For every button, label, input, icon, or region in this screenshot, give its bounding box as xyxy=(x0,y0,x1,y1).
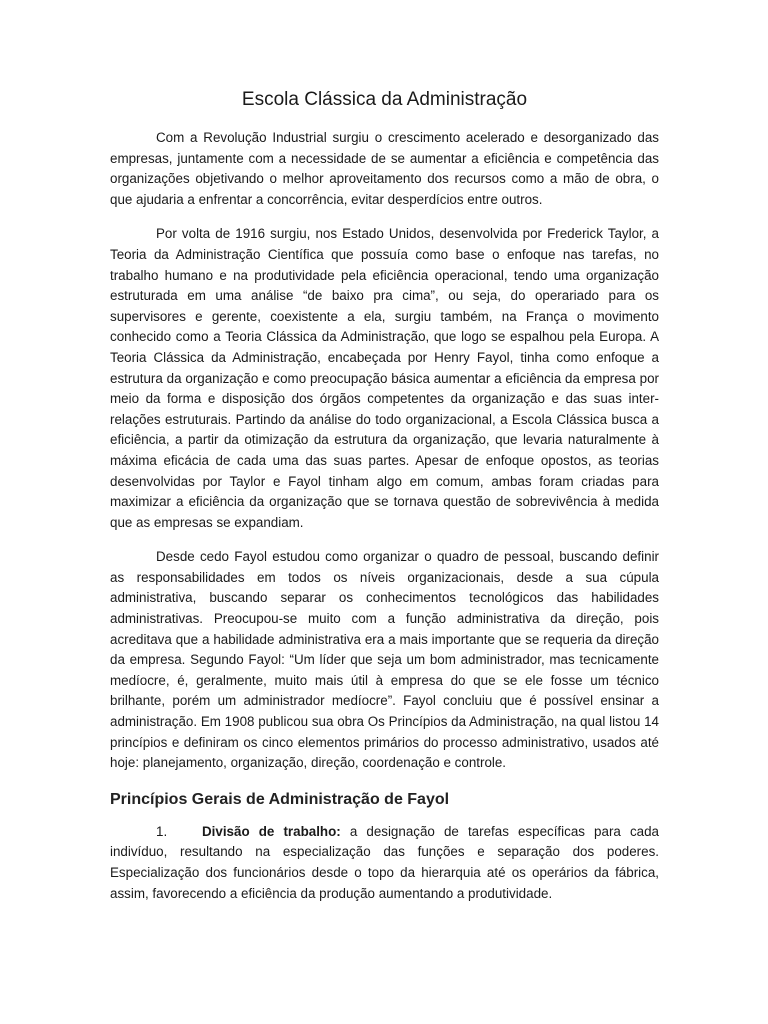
list-item-number: 1. xyxy=(156,823,168,839)
list-item-term: Divisão de trabalho: xyxy=(202,823,341,839)
paragraph-history: Por volta de 1916 surgiu, nos Estado Unidos, desenvolvida por Frederick Taylor, a Teoria da Administração Científica que possuía como base o enfoque nas tarefas, no trabalho humano e na produtividade pela eficiência operacional, tendo uma organização estruturada em uma análise “de baixo pra cima”, ou seja, do operariado para os supervisores e gerente, coexistente a ela, surgiu também, na França o movimento conhecido como a Teoria Clássica da Administração, que logo se espalhou pela Europa. A Teoria Clássica da Administração, encabeçada por Henry Fayol, tinha como enfoque a estrutura da organização e como preocupação básica aumentar a eficiência da empresa por meio da forma e disposição dos órgãos competentes da organização e das suas inter-relações estruturais. Partindo da análise do todo organizacional, a Escola Clássica busca a eficiência, a partir da otimização da estrutura da organização, que levaria naturalmente à máxima eficácia de cada uma das suas partes. Apesar de enfoque opostos, as teorias desenvolvidas por Taylor e Fayol tinham algo em comum, ambas foram criadas para maximizar a eficiência da organização que se tornava questão de sobrevivência à medida que as empresas se expandiam. xyxy=(110,226,659,530)
document-title: Escola Clássica da Administração xyxy=(241,89,528,110)
paragraph-fayol: Desde cedo Fayol estudou como organizar o quadro de pessoal, buscando definir as responsabilidades em todos os níveis organizacionais, desde a sua cúpula administrativa, buscando separar os conhecimentos tecnológicos das habilidades administrativas. Preocupou-se muito com a função administrativa da direção, pois acreditava que a habilidade administrativa era a mais importante que se requeria da direção da empresa. Segundo Fayol: “Um líder que seja um bom administrador, mas tecnicamente medíocre, é, geralmente, muito mais útil à empresa do que se ele fosse um técnico brilhante, porém um administrador medíocre”. Fayol concluiu que é possível ensinar a administração. Em 1908 publicou sua obra Os Princípios da Administração, na qual listou 14 princípios e definiram os cinco elementos primários do processo administrativo, usados até hoje: planejamento, organização, direção, coordenação e controle. xyxy=(110,549,659,771)
section-heading: Princípios Gerais de Administração de Fayol xyxy=(110,790,450,808)
document-page xyxy=(110,86,659,904)
list-item xyxy=(110,822,659,904)
paragraph-intro: Com a Revolução Industrial surgiu o crescimento acelerado e desorganizado das empresas, juntamente com a necessidade de se aumentar a eficiência e competência das organizações objetivando o melhor aproveitamento dos recursos como a mão de obra, o que ajudaria a enfrentar a concorrência, evitar desperdícios entre outros. xyxy=(110,130,659,207)
list-item-text: a designação de tarefas específicas para cada indivíduo, resultando na especialização das funções e separação dos poderes. Especialização dos funcionários desde o topo da hierarquia até os operários da fábrica, assim, favorecendo a eficiência da produção aumentando a produtividade. xyxy=(110,823,659,901)
